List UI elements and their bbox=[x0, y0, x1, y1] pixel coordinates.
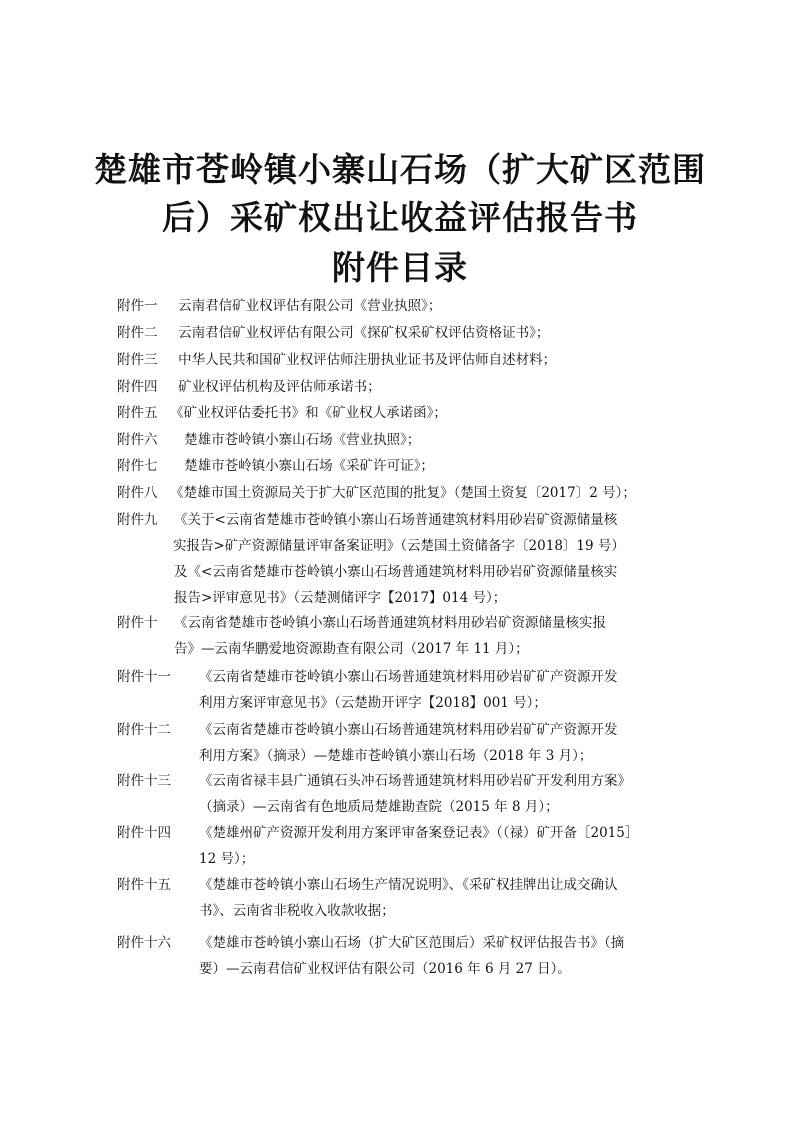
attachment-text-line: （摘录）—云南省有色地质局楚雄勘查院（2015 年 8 月）； bbox=[199, 799, 559, 815]
attachment-item-15 bbox=[117, 872, 707, 926]
attachment-text bbox=[199, 768, 707, 820]
attachment-text: 矿业权评估机构及评估师承诺书； bbox=[178, 379, 381, 395]
attachment-text-line: 告》—云南华鹏爱地资源勘查有限公司（2017 年 11 月）； bbox=[174, 641, 529, 657]
attachment-item-6 bbox=[117, 427, 707, 453]
attachment-text bbox=[174, 507, 707, 611]
attachment-item-12 bbox=[117, 717, 707, 771]
attachment-item-4 bbox=[117, 374, 707, 400]
attachment-item-7 bbox=[117, 453, 707, 479]
attachment-item-3 bbox=[117, 347, 707, 373]
attachment-label: 附件九 bbox=[117, 512, 158, 528]
attachment-item-5 bbox=[117, 400, 707, 426]
attachment-item-9 bbox=[117, 507, 707, 611]
attachment-item-13 bbox=[117, 768, 707, 822]
attachment-text-line: 《楚雄市苍岭镇小寨山石场（扩大矿区范围后）采矿权评估报告书》（摘 bbox=[199, 935, 625, 951]
attachment-label: 附件一 bbox=[117, 298, 158, 314]
attachment-text: 楚雄市苍岭镇小寨山石场《采矿许可证》； bbox=[184, 458, 434, 474]
attachment-item-10 bbox=[117, 610, 707, 664]
attachment-text: 楚雄市苍岭镇小寨山石场《营业执照》； bbox=[184, 432, 421, 448]
attachment-label: 附件四 bbox=[117, 379, 158, 395]
attachment-text bbox=[199, 872, 707, 924]
attachment-text: 《矿业权评估委托书》和《矿业权人承诺函》； bbox=[170, 405, 447, 421]
attachment-text: 云南君信矿业权评估有限公司《探矿权采矿权评估资格证书》； bbox=[178, 325, 550, 341]
attachment-text-line: 及《<云南省楚雄市苍岭镇小寨山石场普通建筑材料用砂岩矿资源储量核实 bbox=[174, 564, 618, 580]
attachment-item-11 bbox=[117, 664, 707, 718]
attachment-text-line: 利用方案》（摘录）—楚雄市苍岭镇小寨山石场（2018 年 3 月）； bbox=[199, 748, 593, 764]
attachment-label: 附件十二 bbox=[117, 722, 171, 738]
attachment-text-line: 《关于<云南省楚雄市苍岭镇小寨山石场普通建筑材料用砂岩矿资源储量核 bbox=[174, 512, 618, 528]
attachment-text bbox=[199, 930, 707, 982]
attachment-label: 附件十六 bbox=[117, 935, 171, 951]
attachment-label: 附件十 bbox=[117, 615, 158, 631]
document-title-line-1: 楚雄市苍岭镇小寨山石场（扩大矿区范围 bbox=[94, 150, 706, 189]
attachment-text-line: 12 号）； bbox=[199, 851, 255, 867]
attachment-label: 附件七 bbox=[117, 458, 158, 474]
attachment-text-line: 《云南省楚雄市苍岭镇小寨山石场普通建筑材料用砂岩矿矿产资源开发 bbox=[199, 722, 618, 738]
attachment-text bbox=[199, 820, 707, 872]
attachment-text-line: 《云南省楚雄市苍岭镇小寨山石场普通建筑材料用砂岩矿矿产资源开发 bbox=[199, 669, 618, 685]
attachment-label: 附件二 bbox=[117, 325, 158, 341]
attachment-text: 《楚雄市国土资源局关于扩大矿区范围的批复》（楚国土资复〔2017〕2 号）； bbox=[170, 485, 636, 501]
attachment-label: 附件三 bbox=[117, 352, 158, 368]
attachment-label: 附件十五 bbox=[117, 877, 171, 893]
attachment-text-line: 《楚雄市苍岭镇小寨山石场生产情况说明》、《采矿权挂牌出让成交确认 bbox=[199, 877, 618, 893]
attachment-list-heading: 附件目录 bbox=[332, 248, 468, 287]
attachment-item-16 bbox=[117, 930, 707, 984]
attachment-label: 附件十四 bbox=[117, 825, 171, 841]
attachment-text: 云南君信矿业权评估有限公司《营业执照》； bbox=[178, 298, 442, 314]
attachment-text: 中华人民共和国矿业权评估师注册执业证书及评估师自述材料； bbox=[178, 352, 557, 368]
attachment-item-1 bbox=[117, 293, 707, 319]
attachment-text-line: 《云南省禄丰县广通镇石头冲石场普通建筑材料用砂岩矿开发利用方案》 bbox=[199, 773, 631, 789]
attachment-label: 附件六 bbox=[117, 432, 158, 448]
attachment-item-2 bbox=[117, 320, 707, 346]
attachment-text-line: 书》、云南省非税收入收款收据； bbox=[199, 903, 395, 919]
attachment-label: 附件十三 bbox=[117, 773, 171, 789]
attachment-text-line: 实报告>矿产资源储量评审备案证明》（云楚国土资储备字〔2018〕19 号） bbox=[173, 538, 625, 554]
attachment-text bbox=[199, 717, 707, 769]
attachment-text-line: 《云南省楚雄市苍岭镇小寨山石场普通建筑材料用砂岩矿资源储量核实报 bbox=[174, 615, 606, 631]
attachment-text bbox=[174, 610, 707, 662]
attachment-text bbox=[199, 664, 707, 716]
attachment-text-line: 《楚雄州矿产资源开发利用方案评审备案登记表》（（禄）矿开备［2015］ bbox=[199, 825, 639, 841]
attachment-text-line: 报告>评审意见书》（云楚测储评字【2017】014 号）； bbox=[174, 590, 507, 606]
attachment-item-8 bbox=[117, 480, 707, 506]
attachment-label: 附件八 bbox=[117, 485, 158, 501]
attachment-item-14 bbox=[117, 820, 707, 874]
document-title-line-2: 后）采矿权出让收益评估报告书 bbox=[162, 198, 638, 237]
attachment-text-line: 要）—云南君信矿业权评估有限公司（2016 年 6 月 27 日）。 bbox=[199, 961, 571, 977]
attachment-label: 附件十一 bbox=[117, 669, 171, 685]
attachment-text-line: 利用方案评审意见书》（云楚勘开评字【2018】001 号）； bbox=[199, 695, 547, 711]
attachment-label: 附件五 bbox=[117, 405, 158, 421]
